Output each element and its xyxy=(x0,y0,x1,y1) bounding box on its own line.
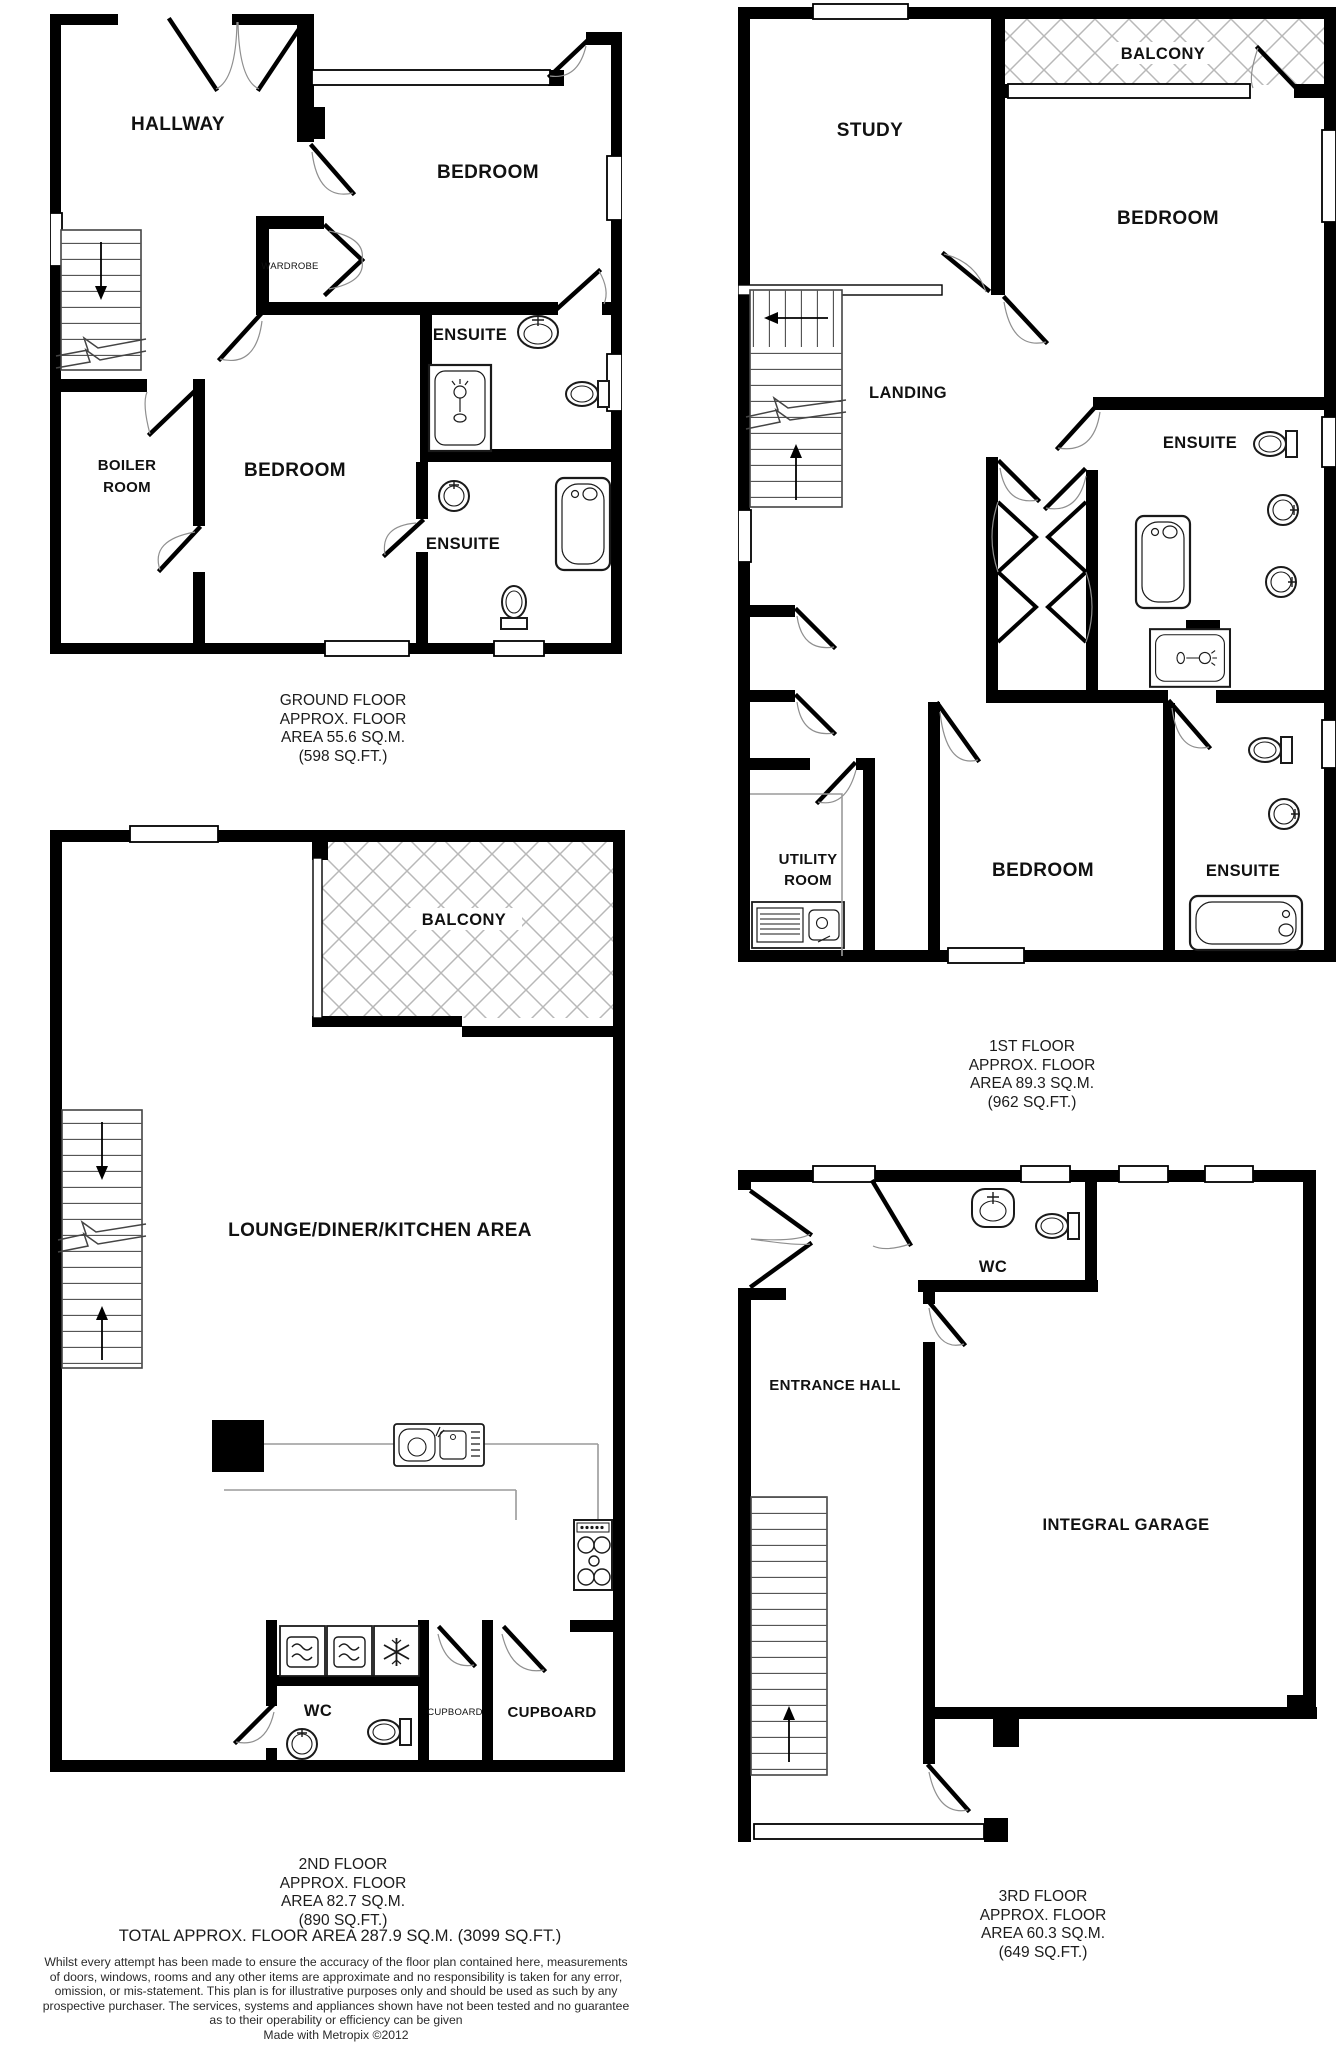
room-label-wc: WC xyxy=(303,1702,333,1720)
door xyxy=(558,271,606,308)
staircase xyxy=(746,290,846,507)
cooker-icon xyxy=(574,1520,612,1590)
caption-line: APPROX. FLOOR xyxy=(979,1906,1107,1924)
room-label-entrance-hall: ENTRANCE HALL xyxy=(769,1377,901,1394)
caption-line: AREA 89.3 SQ.M. xyxy=(969,1075,1095,1092)
fixtures xyxy=(972,1189,1079,1239)
caption-line: 3RD FLOOR xyxy=(998,1888,1088,1905)
door xyxy=(236,1706,274,1743)
door xyxy=(438,1628,474,1666)
wardrobe-bifold-doors xyxy=(992,502,1092,642)
door xyxy=(1004,298,1046,343)
freezer-icon xyxy=(374,1626,419,1676)
door xyxy=(797,696,834,734)
chimney-breast xyxy=(212,1420,264,1472)
ground-floor-plan xyxy=(50,4,622,659)
disclaimer-line: as to their operability or efficiency can be given xyxy=(209,2013,463,2028)
disclaimer-line: Made with Metropix ©2012 xyxy=(263,2027,409,2042)
door xyxy=(158,528,199,570)
sink-icon xyxy=(972,1189,1014,1227)
sink-icon xyxy=(1269,799,1299,829)
disclaimer xyxy=(0,1955,672,2043)
toilet-icon xyxy=(501,586,527,629)
room-label-ensuite-top: ENSUITE xyxy=(1162,434,1238,452)
door xyxy=(797,610,834,648)
caption-line: AREA 82.7 SQ.M. xyxy=(280,1893,406,1910)
first-floor-caption xyxy=(882,1038,1182,1112)
room-label-garage: INTEGRAL GARAGE xyxy=(1042,1516,1210,1534)
kitchen-sink-icon xyxy=(394,1424,484,1466)
disclaimer-line: prospective purchaser. The services, systems and appliances shown have not been tested and no guarantee xyxy=(42,1998,630,2013)
shower-icon xyxy=(1150,629,1230,687)
caption-line: (890 SQ.FT.) xyxy=(298,1911,388,1929)
windows xyxy=(130,826,322,1018)
door xyxy=(220,315,262,360)
room-label-lounge: LOUNGE/DINER/KITCHEN AREA xyxy=(228,1220,532,1241)
room-label-bedroom-rear: BEDROOM xyxy=(243,460,347,481)
disclaimer-line: of doors, windows, rooms and any other items are approximate and no responsibility is taken for any error, xyxy=(49,1969,623,1984)
room-label-cupboard-large: CUPBOARD xyxy=(507,1704,597,1721)
disclaimer-line: Whilst every attempt has been made to ensure the accuracy of the floor plan contained here, measurements xyxy=(44,1955,628,1969)
caption-line: APPROX. FLOOR xyxy=(279,710,407,728)
room-label-ensuite-bottom: ENSUITE xyxy=(1205,862,1281,880)
room-label-boiler-1: BOILER xyxy=(97,457,157,474)
room-label-bedroom-rear: BEDROOM xyxy=(991,860,1095,881)
bathtub-icon xyxy=(1190,896,1302,950)
toilet-icon xyxy=(1249,737,1292,763)
door xyxy=(1000,462,1038,501)
wardrobe-doors xyxy=(326,226,362,294)
door xyxy=(384,521,422,555)
total-area-line: TOTAL APPROX. FLOOR AREA 287.9 SQ.M. (3099 SQ.FT.) xyxy=(118,1927,562,1945)
front-double-door xyxy=(751,1192,810,1286)
room-label-bedroom-front: BEDROOM xyxy=(436,162,540,183)
caption-line: 1ST FLOOR xyxy=(989,1038,1075,1055)
door xyxy=(938,704,978,761)
room-label-landing: LANDING xyxy=(869,384,947,402)
third-floor-caption xyxy=(893,1888,1193,1962)
caption-line: APPROX. FLOOR xyxy=(968,1056,1096,1074)
room-label-hallway: HALLWAY xyxy=(131,114,225,135)
room-label-study: STUDY xyxy=(836,120,904,141)
room-label-cupboard-small: CUPBOARD xyxy=(427,1707,483,1718)
door xyxy=(312,146,353,194)
room-label-ensuite-bottom: ENSUITE xyxy=(425,535,501,553)
sink-icon xyxy=(439,481,469,511)
room-label-wc: WC xyxy=(978,1258,1008,1276)
caption-line: AREA 60.3 SQ.M. xyxy=(980,1925,1106,1942)
first-floor-plan xyxy=(738,2,1336,970)
washer-icon xyxy=(327,1626,372,1676)
door xyxy=(944,254,988,292)
caption-line: 2ND FLOOR xyxy=(298,1856,388,1873)
second-floor-plan xyxy=(50,820,625,1785)
room-labels xyxy=(769,1258,1209,1534)
door xyxy=(550,40,588,76)
doors xyxy=(797,48,1296,803)
caption-line: (962 SQ.FT.) xyxy=(987,1093,1077,1111)
sink-icon xyxy=(518,316,558,348)
sink-icon xyxy=(287,1729,317,1759)
entrance-double-door xyxy=(170,20,305,89)
room-label-utility-2: ROOM xyxy=(784,872,832,889)
room-label-wardrobe: WARDROBE xyxy=(261,261,319,272)
second-floor-caption xyxy=(193,1856,493,1930)
fixtures xyxy=(429,316,610,629)
door xyxy=(1046,470,1086,509)
caption-line: GROUND FLOOR xyxy=(279,692,407,709)
toilet-icon xyxy=(1254,431,1297,457)
staircase xyxy=(58,1110,146,1368)
door xyxy=(1170,702,1209,748)
door xyxy=(502,1628,544,1671)
sink-icon xyxy=(1268,495,1298,525)
staircase xyxy=(751,1497,827,1775)
staircase xyxy=(56,230,146,370)
room-label-balcony: BALCONY xyxy=(1120,45,1206,63)
ground-floor-caption xyxy=(193,692,493,766)
room-label-bedroom-front: BEDROOM xyxy=(1116,208,1220,229)
door xyxy=(818,764,856,803)
door xyxy=(929,1302,964,1345)
caption-line: (598 SQ.FT.) xyxy=(298,747,388,765)
utility-sink-icon xyxy=(752,902,844,948)
room-label-ensuite-top: ENSUITE xyxy=(432,326,508,344)
bathtub-icon xyxy=(556,478,610,570)
fixtures xyxy=(287,1719,411,1759)
room-label-utility-1: UTILITY xyxy=(778,851,838,868)
third-floor-plan xyxy=(738,1162,1338,1854)
caption-line: APPROX. FLOOR xyxy=(279,1874,407,1892)
room-label-boiler-2: ROOM xyxy=(103,479,151,496)
shower-icon xyxy=(429,365,491,451)
caption-line: AREA 55.6 SQ.M. xyxy=(280,729,406,746)
door xyxy=(1058,404,1100,449)
caption-line: (649 SQ.FT.) xyxy=(998,1943,1088,1961)
toilet-icon xyxy=(368,1719,411,1745)
sink-icon xyxy=(1266,567,1296,597)
room-label-balcony: BALCONY xyxy=(421,911,507,929)
oven-icon xyxy=(280,1626,325,1676)
toilet-icon xyxy=(566,381,609,407)
disclaimer-line: omission, or mis-statement. This plan is for illustrative purposes only and should be used as such by any xyxy=(54,1984,618,1999)
room-labels xyxy=(98,114,539,553)
doors xyxy=(145,20,606,570)
door xyxy=(145,386,200,434)
door xyxy=(929,1766,968,1811)
bathtub-icon xyxy=(1136,516,1190,608)
toilet-icon xyxy=(1036,1213,1079,1239)
door xyxy=(873,1182,910,1249)
